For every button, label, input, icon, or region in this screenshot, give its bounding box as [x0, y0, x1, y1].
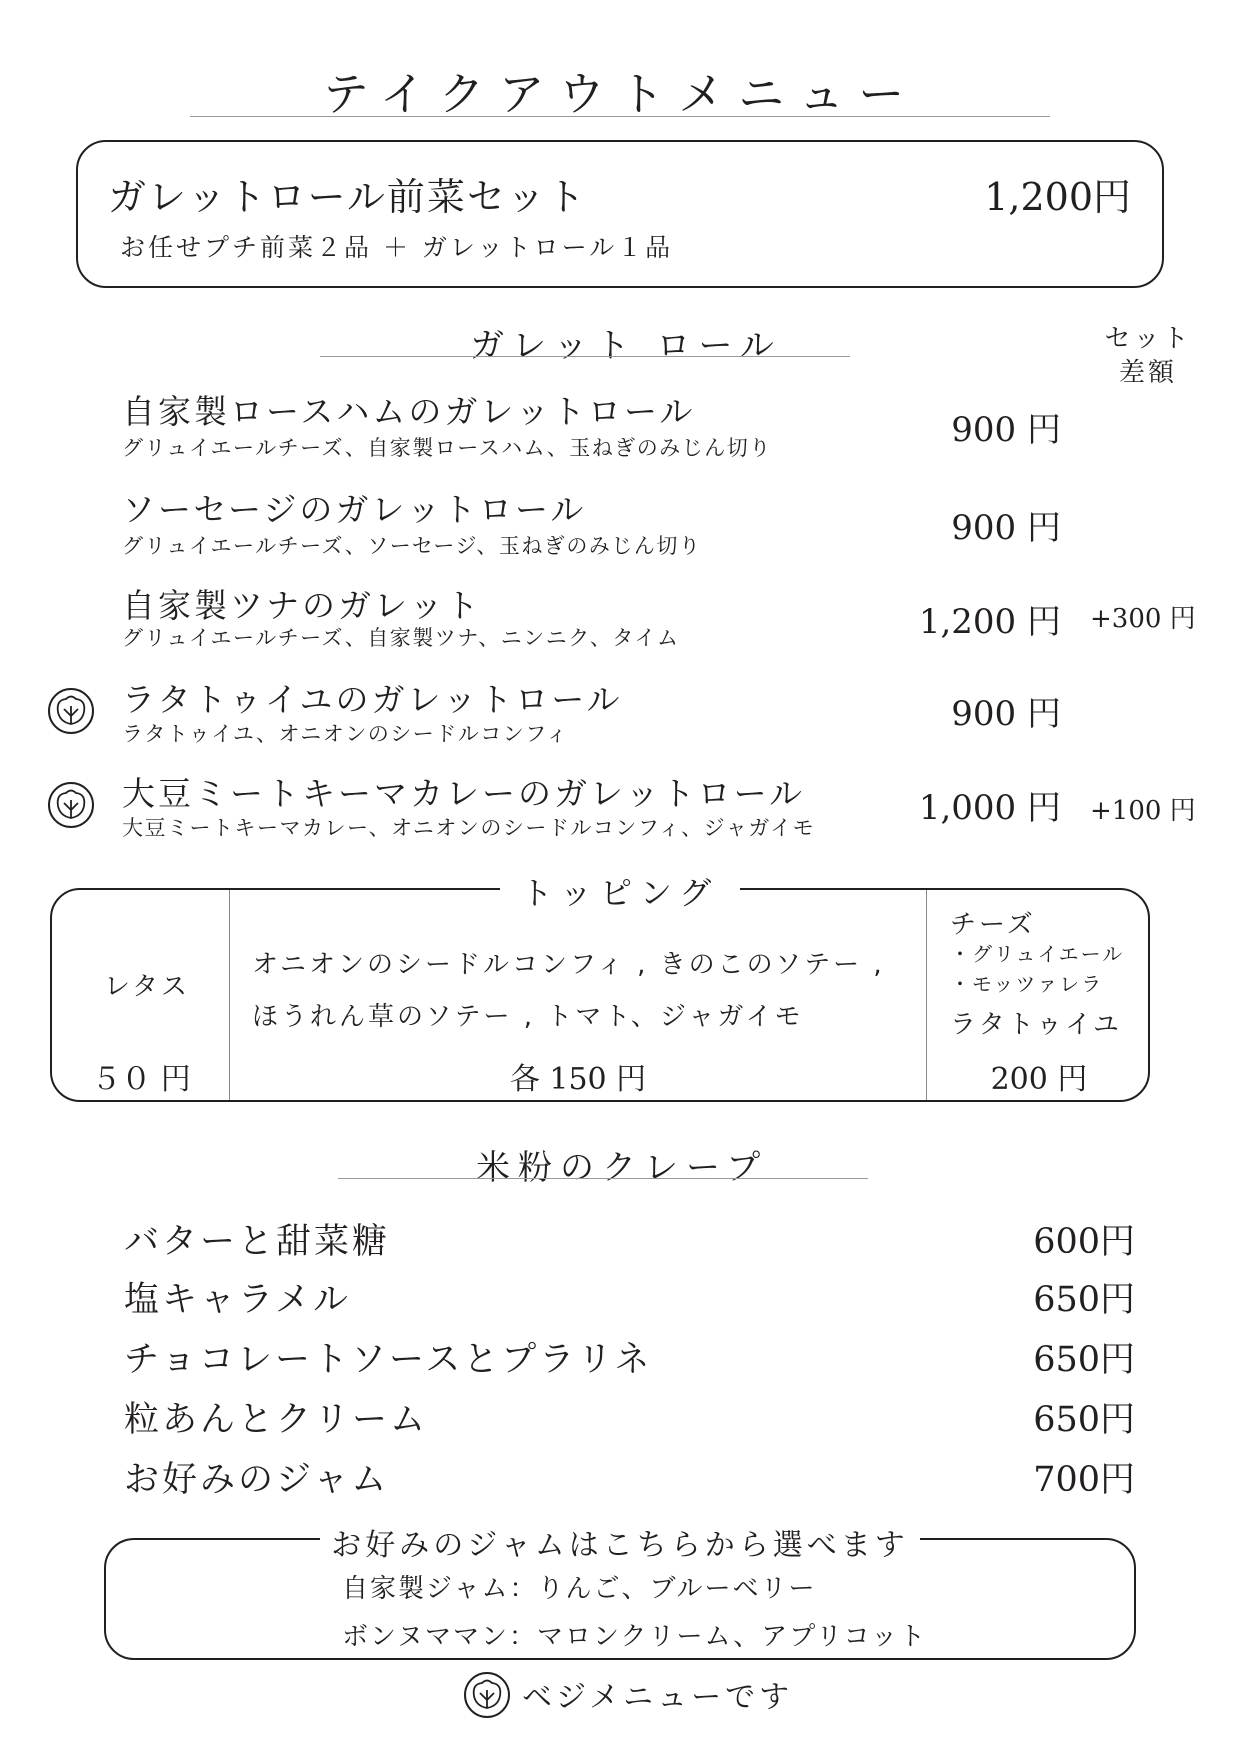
topping-ratatouille-name: ラタトゥイユ [950, 1010, 1123, 1040]
jam-line: ボンヌママン：マロンクリーム、アプリコット [342, 1622, 928, 1652]
crepe-item-name: お好みのジャム [124, 1460, 390, 1500]
topping-premium-price: 200 円 [990, 1062, 1088, 1097]
topping-lettuce-price: ５０ 円 [91, 1062, 191, 1097]
title-underline [190, 116, 1050, 117]
topping-lettuce-name: レタス [104, 972, 190, 1002]
set-name: ガレットロール前菜セット [108, 175, 587, 219]
crepe-underline [338, 1178, 868, 1179]
topping-cheese-name: チーズ [950, 910, 1036, 940]
set-description: お任せプチ前菜２品 ＋ ガレットロール１品 [120, 233, 674, 262]
galette-item-set-diff: +100 円 [1090, 796, 1196, 826]
galette-item-desc: 大豆ミートキーマカレー、オニオンのシードルコンフィ、ジャガイモ [122, 816, 816, 840]
galette-item-price: 1,000 円 [918, 788, 1061, 828]
page-title: テイクアウトメニュー [322, 67, 919, 121]
topping-divider [229, 890, 230, 1100]
galette-item-name: ソーセージのガレットロール [122, 490, 587, 529]
galette-item-name: ラタトゥイユのガレットロール [122, 680, 623, 719]
veg-menu-note: ベジメニューです [522, 1680, 794, 1715]
galette-item-name: 大豆ミートキーマカレーのガレットロール [122, 774, 806, 813]
galette-item-price: 1,200 円 [918, 602, 1061, 642]
galette-item-price: 900 円 [951, 694, 1061, 734]
set-diff-header-line1: セット [1104, 324, 1192, 354]
crepe-section-title: 米粉のクレープ [476, 1148, 769, 1188]
galette-underline [320, 356, 850, 357]
crepe-item-name: 塩キャラメル [124, 1280, 351, 1320]
topping-mixed-line1: オニオンのシードルコンフィ , きのこのソテー , [252, 950, 885, 980]
set-diff-header [1098, 322, 1198, 390]
galette-item-set-diff: +300 円 [1090, 604, 1196, 634]
crepe-item-price: 700円 [1033, 1460, 1135, 1500]
galette-item-desc: グリュイエールチーズ、ソーセージ、玉ねぎのみじん切り [122, 534, 702, 558]
topping-divider [926, 890, 927, 1100]
galette-item-name: 自家製ツナのガレット [122, 586, 482, 625]
crepe-item-name: チョコレートソースとプラリネ [124, 1340, 653, 1380]
galette-item-desc: ラタトゥイユ、オニオンのシードルコンフィ [122, 722, 569, 746]
crepe-item-price: 650円 [1033, 1340, 1135, 1380]
topping-mixed-price: 各 150 円 [509, 1062, 647, 1097]
set-diff-header-line2: 差額 [1118, 358, 1177, 388]
topping-cheese-option: ・モッツァレラ [950, 972, 1104, 996]
crepe-item-price: 650円 [1033, 1400, 1135, 1440]
crepe-item-price: 600円 [1033, 1222, 1135, 1262]
vegetable-icon [462, 1670, 512, 1720]
jam-box-title: お好みのジャムはこちらから選べます [320, 1520, 920, 1564]
galette-item-desc: グリュイエールチーズ、自家製ツナ、ニンニク、タイム [122, 626, 680, 650]
topping-section-title: トッピング [500, 868, 740, 914]
crepe-item-name: バターと甜菜糖 [124, 1222, 391, 1262]
jam-line: 自家製ジャム：りんご、ブルーベリー [342, 1574, 817, 1604]
crepe-item-name: 粒あんとクリーム [124, 1400, 429, 1440]
topping-cheese-option: ・グリュイエール [950, 942, 1125, 966]
galette-item-price: 900 円 [951, 508, 1061, 548]
galette-item-name: 自家製ロースハムのガレットロール [122, 392, 696, 431]
galette-item-price: 900 円 [951, 410, 1061, 450]
galette-item-desc: グリュイエールチーズ、自家製ロースハム、玉ねぎのみじん切り [122, 436, 772, 460]
crepe-item-price: 650円 [1033, 1280, 1135, 1320]
set-price: 1,200円 [984, 175, 1131, 219]
vegetable-icon [46, 686, 96, 736]
galette-section-title: ガレット ロール [470, 326, 782, 366]
vegetable-icon [46, 780, 96, 830]
topping-mixed-line2: ほうれん草のソテー , トマト、ジャガイモ [252, 1002, 804, 1032]
